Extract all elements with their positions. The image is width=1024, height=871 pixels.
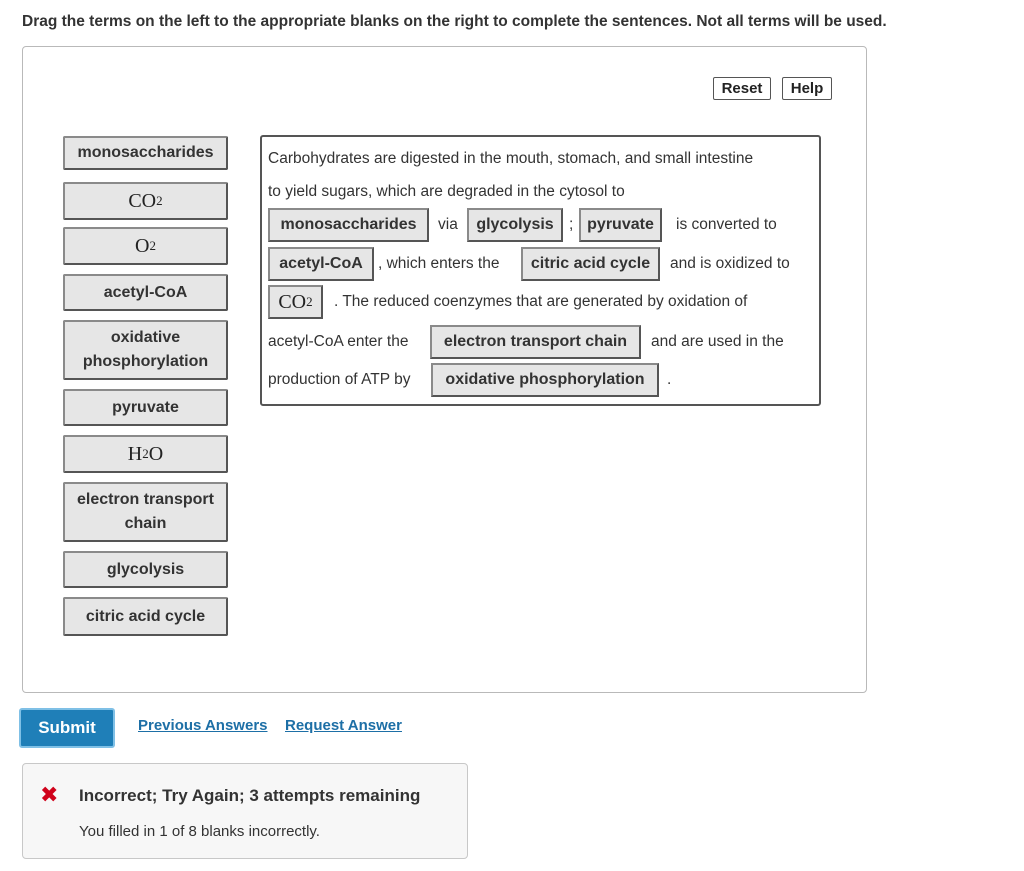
term-etc-line1: electron transport xyxy=(77,491,214,508)
instructions: Drag the terms on the left to the appropriate blanks on the right to complete the sentences. Not all terms will be used. xyxy=(22,13,887,30)
sentence-is-converted: is converted to xyxy=(676,216,777,233)
term-h2o-base: H xyxy=(127,443,143,465)
term-acetyl-coa[interactable]: acetyl-CoA xyxy=(63,274,228,311)
term-monosaccharides[interactable]: monosaccharides xyxy=(63,136,228,170)
request-answer-link[interactable]: Request Answer xyxy=(285,717,402,734)
blank-4[interactable]: acetyl-CoA xyxy=(268,247,374,281)
blank-6-base: CO xyxy=(278,290,307,313)
help-button[interactable]: Help xyxy=(782,77,832,100)
feedback-panel xyxy=(22,763,468,859)
feedback-message: You filled in 1 of 8 blanks incorrectly. xyxy=(79,823,320,840)
blank-8[interactable]: oxidative phosphorylation xyxy=(431,363,659,397)
blank-1[interactable]: monosaccharides xyxy=(268,208,429,242)
term-co2-base: CO xyxy=(128,190,157,212)
term-h2o-tail: O xyxy=(148,443,164,465)
term-pyruvate[interactable]: pyruvate xyxy=(63,389,228,426)
blank-3[interactable]: pyruvate xyxy=(579,208,662,242)
blank-7[interactable]: electron transport chain xyxy=(430,325,641,359)
feedback-title: Incorrect; Try Again; 3 attempts remaining xyxy=(79,786,421,805)
reset-button[interactable]: Reset xyxy=(713,77,771,100)
submit-button[interactable]: Submit xyxy=(19,708,115,748)
term-oxidative-line2: phosphorylation xyxy=(82,353,209,370)
error-x-icon: ✖ xyxy=(40,782,59,807)
blank-2[interactable]: glycolysis xyxy=(467,208,563,242)
sentence-period: . xyxy=(667,371,672,388)
drag-drop-workspace xyxy=(22,46,867,693)
term-o2[interactable]: O 2 xyxy=(63,227,228,265)
sentence-used-in: and are used in the xyxy=(651,333,784,350)
blank-6[interactable]: CO 2 xyxy=(268,285,323,319)
term-citric-acid-cycle[interactable]: citric acid cycle xyxy=(63,597,228,636)
sentence-and-oxidized: and is oxidized to xyxy=(670,255,790,272)
term-co2[interactable]: CO 2 xyxy=(63,182,228,220)
term-etc-line2: chain xyxy=(124,515,167,532)
sentence-box xyxy=(260,135,821,406)
blank-5[interactable]: citric acid cycle xyxy=(521,247,660,281)
sentence-line2: to yield sugars, which are degraded in the cytosol to xyxy=(268,183,625,200)
term-glycolysis[interactable]: glycolysis xyxy=(63,551,228,588)
sentence-acetyl-enter: acetyl-CoA enter the xyxy=(268,333,409,350)
term-electron-transport-chain[interactable] xyxy=(63,482,228,542)
previous-answers-link[interactable]: Previous Answers xyxy=(138,717,268,734)
term-h2o[interactable]: H 2 O xyxy=(63,435,228,473)
sentence-semicolon: ; xyxy=(569,216,574,233)
sentence-which-enters: , which enters the xyxy=(378,255,500,272)
sentence-production: production of ATP by xyxy=(268,371,411,388)
sentence-line1: Carbohydrates are digested in the mouth, stomach, and small intestine xyxy=(268,150,754,167)
term-oxidative-phosphorylation[interactable] xyxy=(63,320,228,380)
term-oxidative-line1: oxidative xyxy=(110,329,181,346)
term-o2-base: O xyxy=(135,235,150,257)
sentence-via: via xyxy=(438,216,458,233)
sentence-reduced: . The reduced coenzymes that are generated by oxidation of xyxy=(334,293,748,310)
